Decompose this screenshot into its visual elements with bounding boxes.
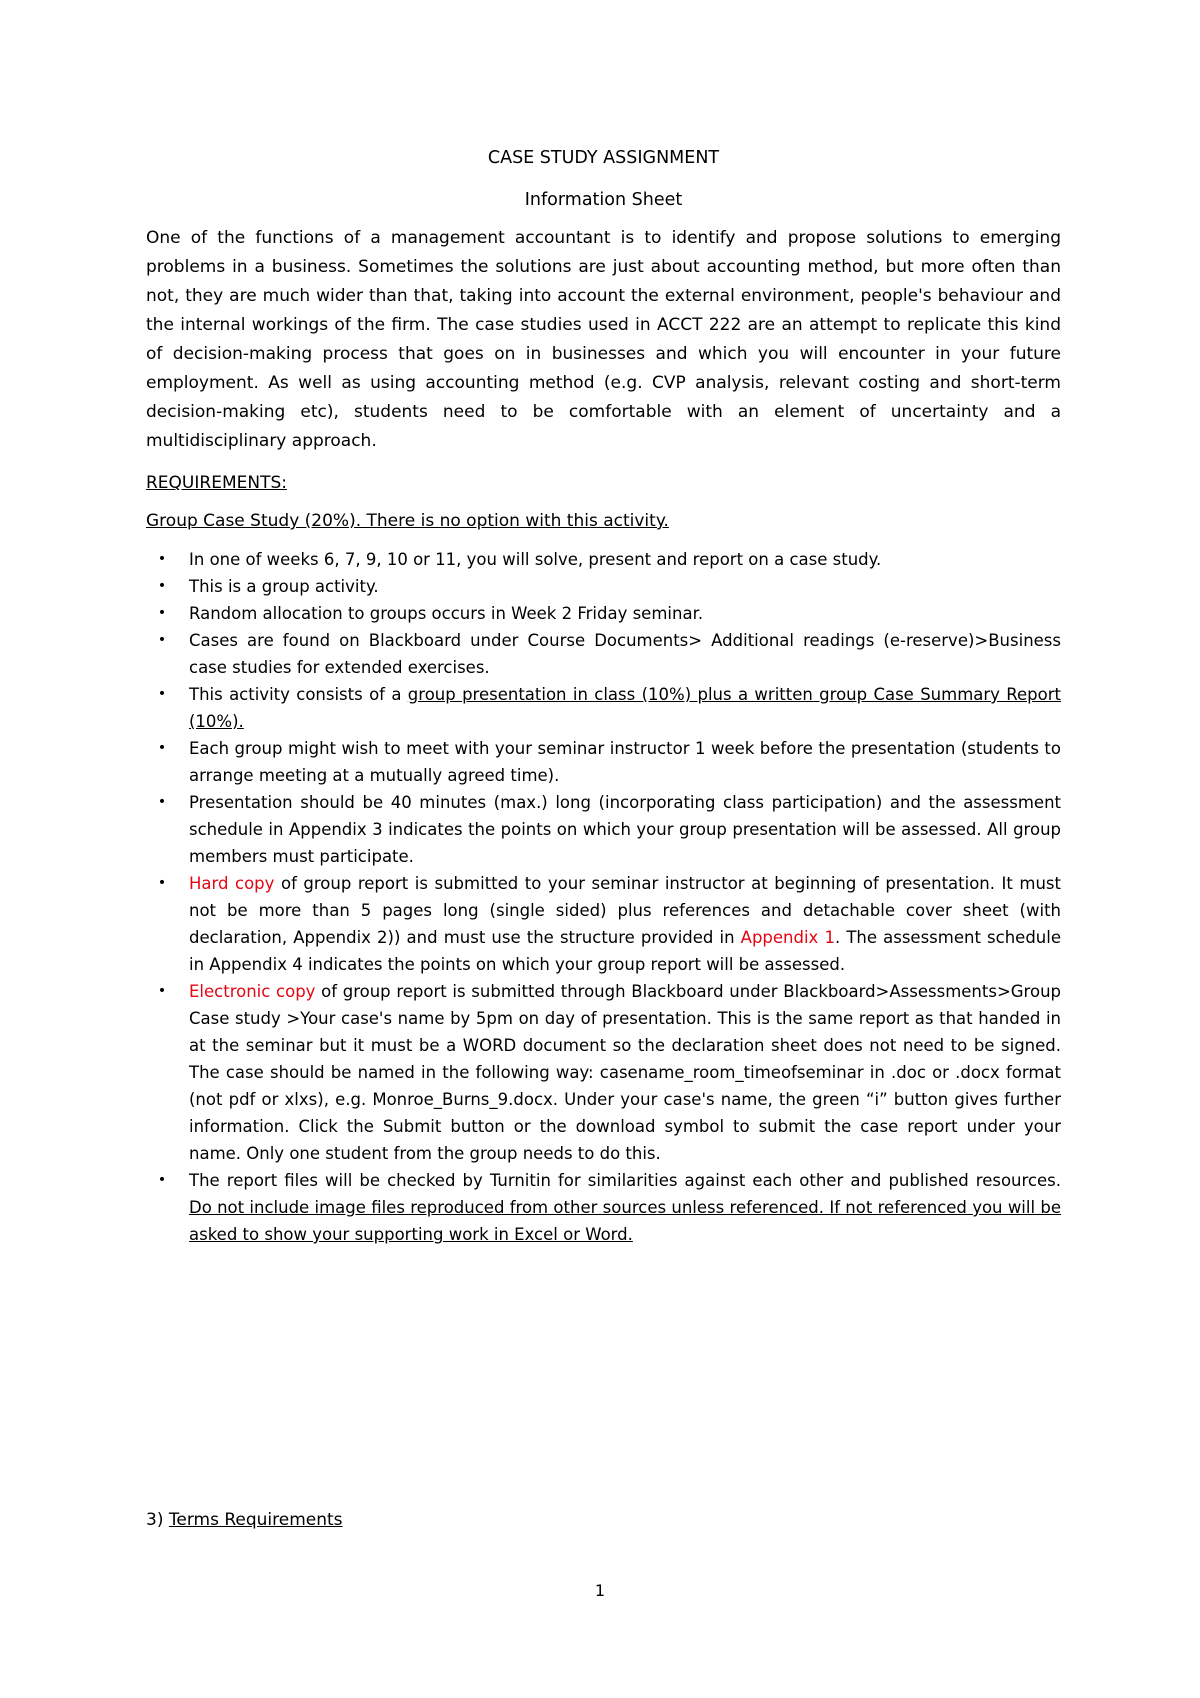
list-item xyxy=(146,681,1061,735)
list-item xyxy=(146,627,1061,681)
bullet-icon: • xyxy=(157,605,167,621)
list-item-text: This is a group activity. xyxy=(189,577,379,596)
bullet-icon: • xyxy=(157,983,167,999)
list-item-text: This activity consists of a xyxy=(189,685,408,704)
list-item xyxy=(146,870,1061,978)
list-item-text: In one of weeks 6, 7, 9, 10 or 11, you will solve, present and report on a case study. xyxy=(189,550,882,569)
terms-heading-text: Terms Requirements xyxy=(168,1510,343,1530)
terms-number: 3) xyxy=(146,1510,164,1530)
appendix-1-reference: Appendix 1 xyxy=(740,928,835,947)
list-item-text: Cases are found on Blackboard under Course Documents> Additional readings (e-reserve)>Business case studies for extended exercises. xyxy=(189,631,1061,677)
underlined-text: Do not include image files reproduced from other sources unless referenced. If not referenced you will be asked to show your supporting work in Excel or Word. xyxy=(189,1198,1061,1244)
bullet-icon: • xyxy=(157,740,167,756)
bullet-icon: • xyxy=(157,794,167,810)
group-case-study-heading: Group Case Study (20%). There is no option with this activity. xyxy=(146,511,669,531)
bullet-icon: • xyxy=(157,578,167,594)
list-item xyxy=(146,546,1061,573)
terms-requirements-heading xyxy=(146,1508,343,1532)
list-item xyxy=(146,735,1061,789)
intro-paragraph: One of the functions of a management accountant is to identify and propose solutions to emerging problems in a business. Sometimes the solutions are just about accounting method, but more often than not, they are much wider than that, taking into account the external environment, people's behaviour and the internal workings of the firm. The case studies used in ACCT 222 are an attempt to replicate this kind of decision-making process that goes on in businesses and which you will encounter in your future employment. As well as using accounting method (e.g. CVP analysis, relevant costing and short-term decision-making etc), students need to be comfortable with an element of uncertainty and a multidisciplinary approach. xyxy=(146,228,1061,451)
bullet-icon: • xyxy=(157,875,167,891)
list-item-text: of group report is submitted through Blackboard under Blackboard>Assessments>Group Case study >Your case's name by 5pm on day of presentation. This is the same report as that handed in at the seminar but it must be a WORD document so the declaration sheet does not need to be signed. The case should be named in the following way: casename_room_timeofseminar in .doc or .docx format (not pdf or xlxs), e.g. Monroe_Burns_9.docx. Under your case's name, the green “i” button gives further information. Click the Submit button or the download symbol to submit the case report under your name. Only one student from the group needs to do this. xyxy=(189,982,1062,1163)
page-number: 1 xyxy=(594,1581,606,1600)
document-subtitle: Information Sheet xyxy=(524,190,683,210)
bullet-icon: • xyxy=(157,1172,167,1188)
bullet-icon: • xyxy=(157,686,167,702)
requirements-heading: REQUIREMENTS: xyxy=(146,473,287,493)
list-item xyxy=(146,978,1061,1167)
electronic-copy-label: Electronic copy xyxy=(189,982,316,1001)
bullet-icon: • xyxy=(157,551,167,567)
list-item xyxy=(146,1167,1061,1248)
hard-copy-label: Hard copy xyxy=(189,874,275,893)
list-item-text: . The assessment schedule in Appendix 4 indicates the points on which your group report will be assessed. xyxy=(189,928,1061,974)
list-item-text: Random allocation to groups occurs in Week 2 Friday seminar. xyxy=(189,604,704,623)
list-item xyxy=(146,789,1061,870)
list-item-text: The report files will be checked by Turnitin for similarities against each other and published resources. xyxy=(189,1171,1061,1190)
underlined-text: group presentation in class (10%) plus a written group Case Summary Report (10%). xyxy=(189,685,1061,731)
list-item-text: of group report is submitted to your seminar instructor at beginning of presentation. It must not be more than 5 pages long (single sided) plus references and detachable cover sheet (with declaration, Appendix 2)) and must use the structure provided in xyxy=(189,874,1061,947)
requirements-list xyxy=(146,546,1061,1248)
document-title: CASE STUDY ASSIGNMENT xyxy=(487,148,720,168)
list-item xyxy=(146,600,1061,627)
list-item-text: Each group might wish to meet with your seminar instructor 1 week before the presentation (students to arrange meeting at a mutually agreed time). xyxy=(189,739,1061,785)
bullet-icon: • xyxy=(157,632,167,648)
list-item-text: Presentation should be 40 minutes (max.) long (incorporating class participation) and the assessment schedule in Appendix 3 indicates the points on which your group presentation will be assessed. All group members must participate. xyxy=(189,793,1061,866)
list-item xyxy=(146,573,1061,600)
